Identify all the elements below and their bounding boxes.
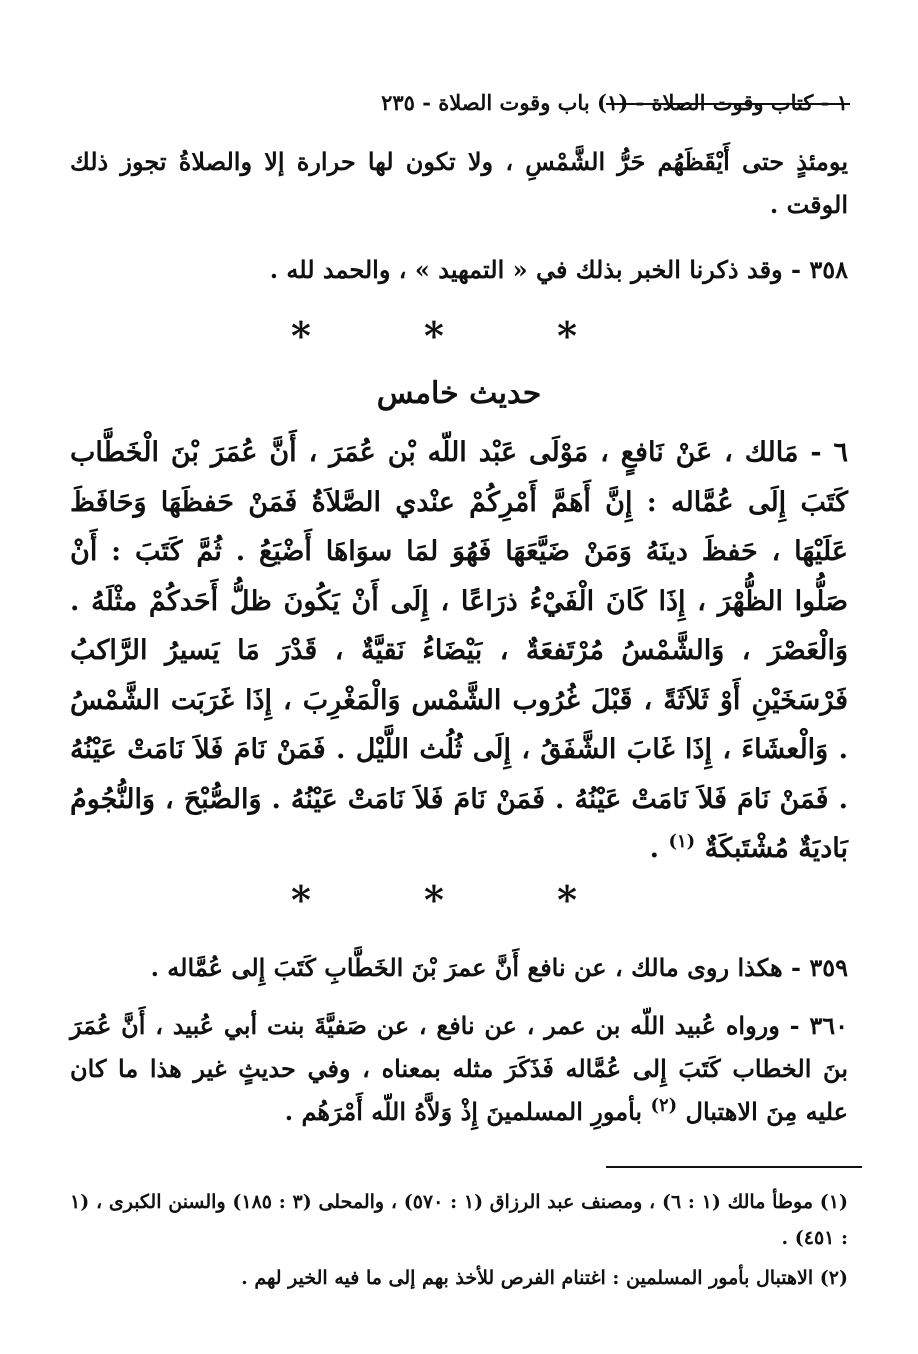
paragraph-number: ٣٥٨ - — [791, 255, 848, 284]
hadith-text: مَالك ، عَنْ نَافعٍ ، مَوْلَى عَبْد اللّه بْن عُمَرَ ، أَنَّ عُمَرَ بْنَ الْخَطَّاب كَتَبَ إِلَى عُمَّاله : إِنَّ أَهَمَّ أَمْرِكُمْ عنْدي الصَّلاَةُ فَمَنْ حَفظَهَا وَحَافَظَ عَلَيْهَا ، حَفظَ دينَهُ وَمَنْ ضَيَّعَهَا فَهُوَ لمَا سوَاهَا أَضْيَعُ . ثُمَّ كَتَبَ : أَنْ صَلُّوا الظُّهْرَ ، إِذَا كَانَ الْفَيْءُ ذرَاعًا ، إِلَى أَنْ يَكُونَ ظلُّ أَحَدكُمْ مثْلَهُ . وَالْعَصْرَ ، وَالشَّمْسُ مُرْتَفعَةٌ ، بَيْضَاءُ نَقيَّةٌ ، قَدْرَ مَا يَسيرُ الرَّاكبُ فَرْسَخَيْنِ أَوْ ثَلاَثَةً ، قَبْلَ غُرُوب الشَّمْس وَالْمَغْرِبَ ، إِذَا غَرَبَت الشَّمْسُ . وَالْعشَاءَ ، إِذَا غَابَ الشَّفَقُ ، إِلَى ثُلُث اللَّيْل . فَمَنْ نَامَ فَلاَ نَامَتْ عَيْنُهُ . فَمَنْ نَامَ فَلاَ نَامَتْ عَيْنُهُ . فَمَنْ نَامَ فَلاَ نَامَتْ عَيْنُهُ . وَالصُّبْحَ ، وَالنُّجُومُ بَاديَةٌ مُشْتَبكَةٌ — [70, 437, 848, 864]
running-header — [70, 84, 848, 120]
hadith-text-block — [70, 428, 848, 874]
paragraph-number: ٣٦٠ - — [789, 1011, 848, 1040]
section-separator-top: * * * — [290, 313, 628, 358]
section-separator-bottom: * * * — [290, 877, 628, 922]
paragraph-text-part1: ورواه عُبيد اللّه بن عمر ، عن نافع ، عن صَفيَّةَ بنت أبي عُبيد ، أَنَّ عُمَرَ بنَ الخطاب كَتَبَ إِلى عُمَّاله فَذَكَرَ مثله بمعناه ، وفي حديثٍ غير هذا ما كان عليه مِنَ الاهتبال — [70, 1011, 848, 1126]
footnote-1: (١) موطأ مالك (١ : ٦) ، ومصنف عبد الرزاق (١ : ٥٧٠) ، والمحلى (٣ : ١٨٥) والسنن الكبرى ، (١ : ٤٥١) . — [70, 1191, 849, 1249]
continuation-text: يومئذٍ حتى أَيْقَظَهُم حَرُّ الشَّمْسِ ، ولا تكون لها حرارة إلا والصلاةُ تجوز ذلك الوقت . — [70, 147, 848, 219]
footnote-ref-2: (٢) — [650, 1095, 678, 1116]
footnote-rule — [606, 1166, 862, 1168]
paragraph-text-part2: بأمورِ المسلمينَ إِذْ وَلاَّهُ اللّه أَمْرَهُم . — [284, 1097, 643, 1126]
hadith-number: ٦ - — [810, 437, 848, 468]
paragraph-359 — [70, 946, 848, 989]
paragraph-text: وقد ذكرنا الخبر بذلك في « التمهيد » ، والحمد لله . — [269, 255, 783, 284]
footnote-ref-1: (١) — [668, 831, 696, 852]
paragraph-text: هكذا روى مالك ، عن نافع أَنَّ عمرَ بْنَ الخَطَّابِ كَتَبَ إِلى عُمَّاله . — [150, 953, 783, 982]
header-rule — [606, 103, 850, 105]
section-title: حديث خامس — [376, 376, 542, 411]
hadith-end-mark: . — [649, 833, 660, 864]
running-header-text: ١ - كتاب وقوت الصلاة - (١) باب وقوت الصلاة - ٢٣٥ — [381, 89, 848, 115]
paragraph-360 — [70, 1004, 848, 1133]
paragraph-358 — [70, 248, 848, 291]
footnotes — [70, 1184, 848, 1300]
paragraph-number: ٣٥٩ - — [791, 953, 848, 982]
continuation-paragraph — [70, 140, 848, 226]
footnote-2: (٢) الاهتبال بأمور المسلمين : اغتنام الفرص للأخذ بهم إلى ما فيه الخير لهم . — [241, 1267, 848, 1289]
